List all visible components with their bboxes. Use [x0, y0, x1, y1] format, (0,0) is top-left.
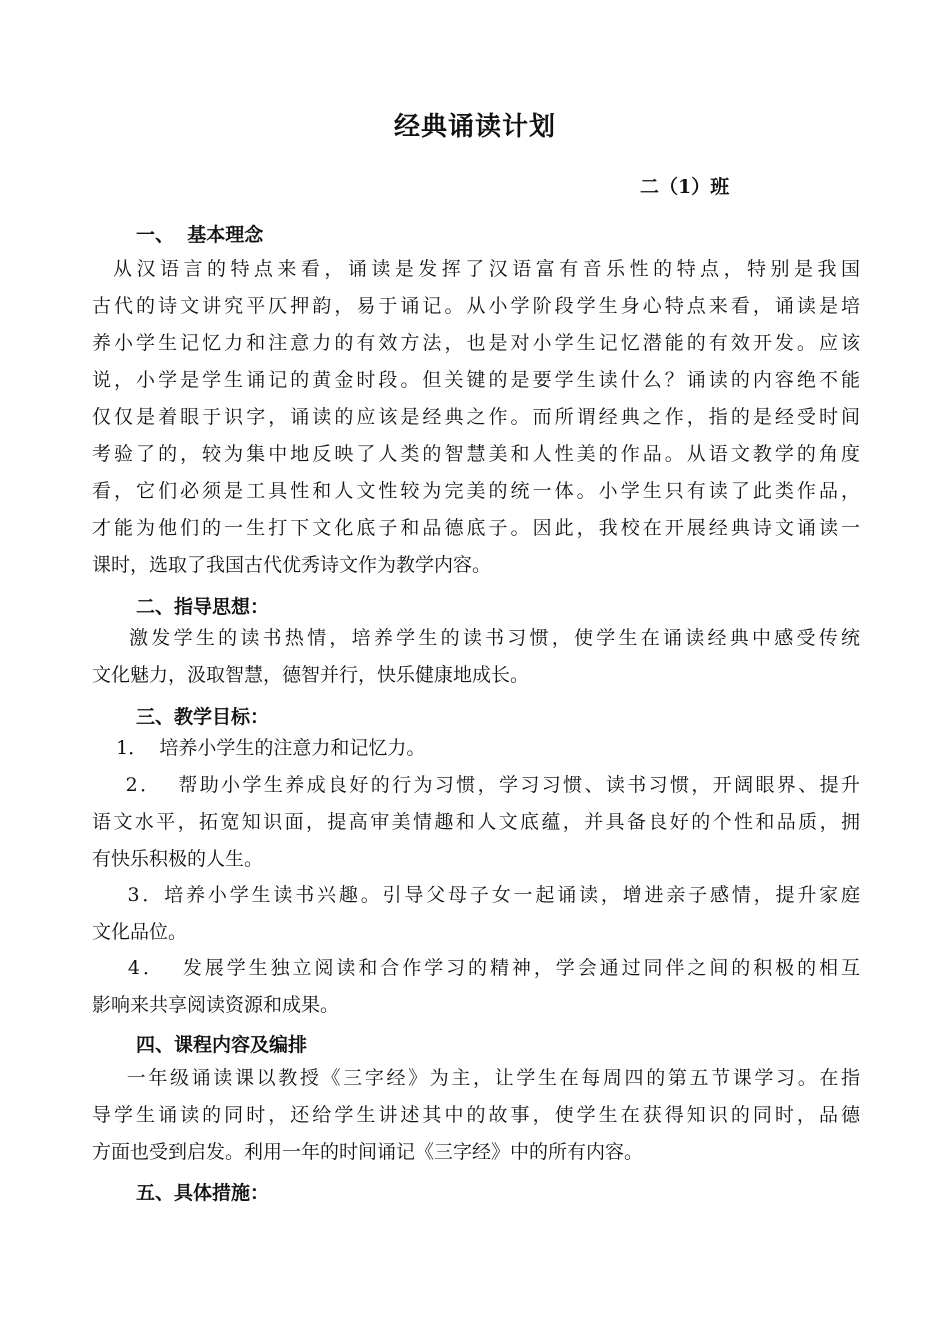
section-heading-specific-measures: 五、具体措施： [136, 1182, 270, 1204]
paragraph-line: 古代的诗文讲究平仄押韵，易于诵记。从小学阶段学生身心特点来看，诵读是培 [92, 295, 860, 317]
paragraph-line: 有快乐积极的人生。 [92, 848, 264, 870]
paragraph-line: 激发学生的读书热情，培养学生的读书习惯，使学生在诵读经典中感受传统 [92, 627, 860, 649]
paragraph-line: 从汉语言的特点来看，诵读是发挥了汉语富有音乐性的特点，特别是我国 [92, 258, 860, 280]
paragraph-line: 导学生诵读的同时，还给学生讲述其中的故事，使学生在获得知识的同时，品德 [92, 1104, 860, 1126]
paragraph-guiding-thought [92, 620, 860, 694]
paragraph-line: 养小学生记忆力和注意力的有效方法，也是对小学生记忆潜能的有效开发。应该 [92, 332, 860, 354]
section-heading-teaching-goals: 三、教学目标： [136, 706, 270, 728]
paragraph-line: 仅仅是着眼于识字，诵读的应该是经典之作。而所谓经典之作，指的是经受时间 [92, 406, 860, 428]
paragraph-line: 课时，选取了我国古代优秀诗文作为教学内容。 [92, 554, 492, 576]
paragraph-line: 4． 发展学生独立阅读和合作学习的精神，学会通过同伴之间的积极的相互 [92, 957, 860, 979]
section-heading-guiding-thought: 二、指导思想： [136, 596, 270, 618]
paragraph-line: 3．培养小学生读书兴趣。引导父母子女一起诵读，增进亲子感情，提升家庭 [92, 884, 860, 906]
goal-item-1 [92, 730, 860, 767]
paragraph-line: 说，小学是学生诵记的黄金时段。但关键的是要学生读什么？诵读的内容绝不能 [92, 369, 860, 391]
paragraph-basic-concept [92, 251, 860, 584]
paragraph-line: 才能为他们的一生打下文化底子和品德底子。因此，我校在开展经典诗文诵读一 [92, 517, 860, 539]
paragraph-line: 2． 帮助小学生养成良好的行为习惯，学习习惯、读书习惯，开阔眼界、提升 [92, 774, 860, 796]
section-heading-course-content: 四、课程内容及编排 [136, 1034, 308, 1056]
goal-item-4 [92, 950, 860, 1024]
goal-item-3 [92, 877, 860, 951]
paragraph-line: 语文水平，拓宽知识面，提高审美情趣和人文底蕴，并具备良好的个性和品质，拥 [92, 811, 860, 833]
paragraph-line: 影响来共享阅读资源和成果。 [92, 994, 340, 1016]
paragraph-line: 文化魅力，汲取智慧，德智并行，快乐健康地成长。 [92, 664, 530, 686]
paragraph-line: 方面也受到启发。利用一年的时间诵记《三字经》中的所有内容。 [92, 1141, 644, 1163]
paragraph-line: 文化品位。 [92, 921, 188, 943]
document-title: 经典诵读计划 [393, 112, 556, 142]
paragraph-line: 考验了的，较为集中地反映了人类的智慧美和人性美的作品。从语文教学的角度 [92, 443, 860, 465]
paragraph-line: 1． 培养小学生的注意力和记忆力。 [92, 737, 426, 759]
paragraph-course-content [92, 1060, 860, 1171]
class-label: 二（1）班 [640, 176, 730, 198]
goal-item-2 [92, 767, 860, 878]
paragraph-line: 一年级诵读课以教授《三字经》为主，让学生在每周四的第五节课学习。在指 [92, 1067, 860, 1089]
section-heading-basic-concept: 一、 基本理念 [136, 224, 264, 246]
paragraph-line: 看，它们必须是工具性和人文性较为完美的统一体。小学生只有读了此类作品， [92, 480, 860, 502]
